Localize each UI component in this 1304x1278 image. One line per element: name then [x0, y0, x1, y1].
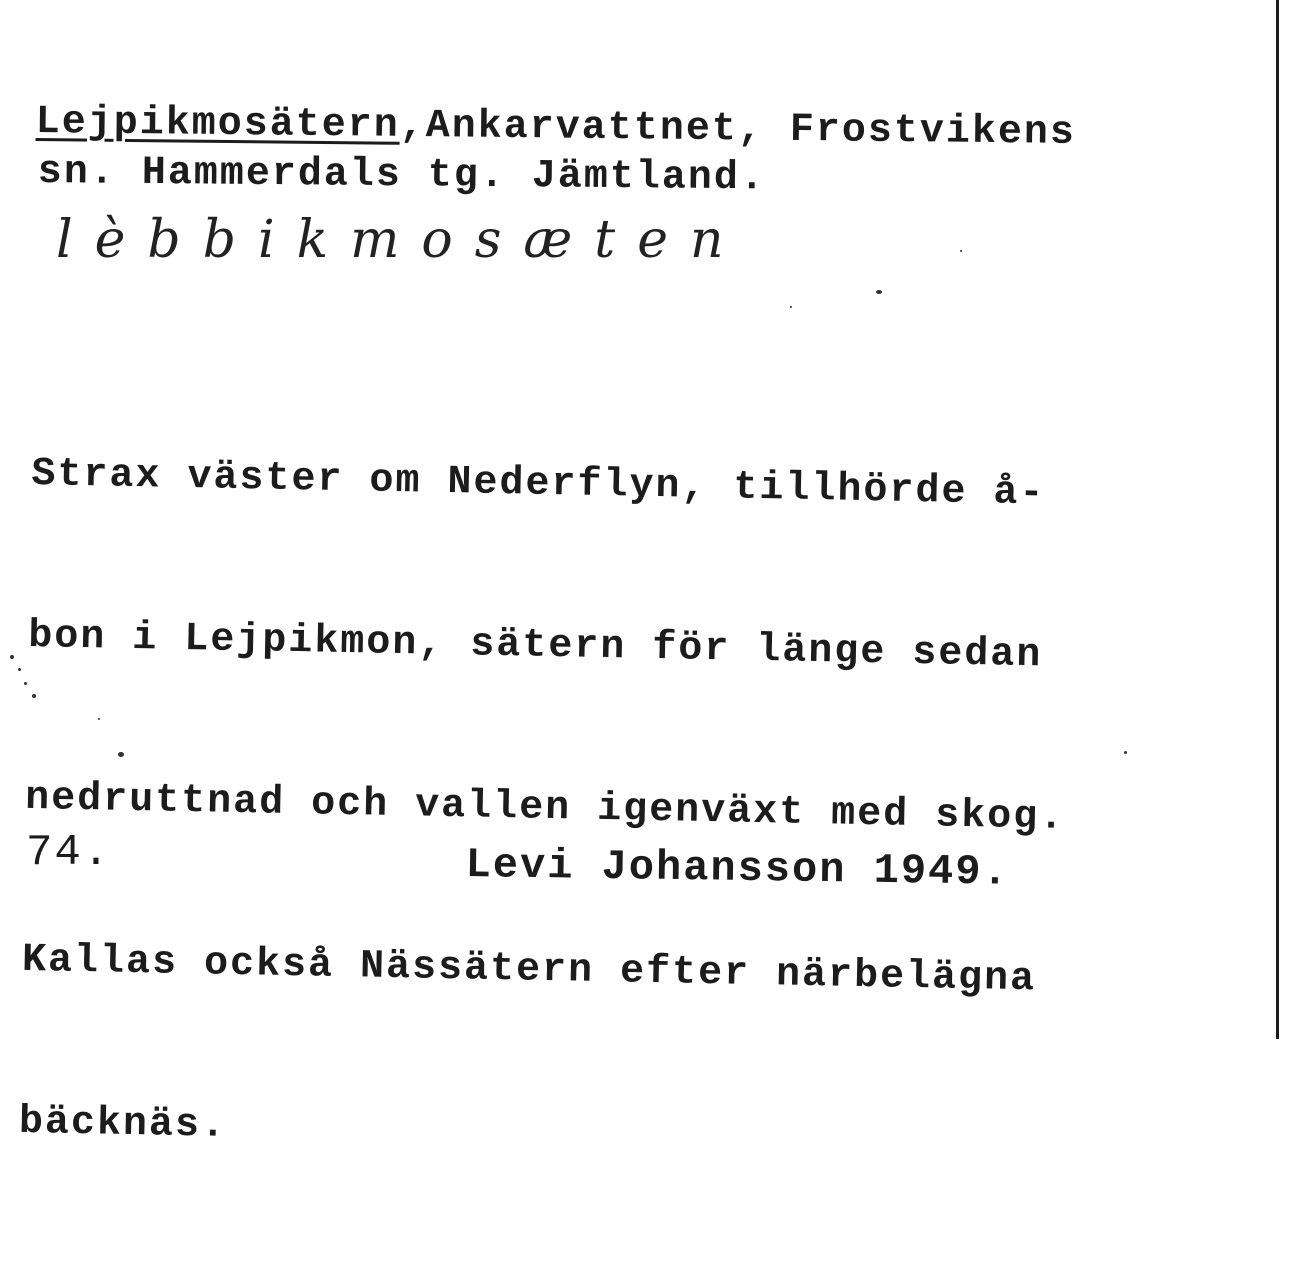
ink-speck — [98, 718, 100, 720]
ink-speck — [790, 306, 792, 308]
ink-speck — [24, 682, 27, 685]
ink-speck — [118, 752, 124, 757]
handwritten-pronunciation: lèbbikmosæten — [56, 210, 746, 270]
card-edge-line — [1276, 0, 1279, 1039]
author-signature: Levi Johansson 1949. — [465, 840, 1010, 897]
ink-speck — [18, 668, 21, 671]
ink-speck — [960, 250, 962, 252]
ink-speck — [32, 694, 36, 698]
heading-line-2: sn. Hammerdals tg. Jämtland. — [37, 149, 767, 202]
body-line: bäcknäs. — [18, 1099, 228, 1149]
body-line: Strax väster om Nederflyn, tillhörde å- — [30, 451, 1046, 517]
body-line: bon i Lejpikmon, sätern för länge sedan — [27, 613, 1043, 679]
ink-speck — [1124, 751, 1127, 754]
card-number: 74. — [26, 828, 112, 878]
heading-location: ,Ankarvattnet, Frostvikens — [399, 103, 1077, 156]
body-line: nedruttnad och vallen igenväxt med skog. — [24, 775, 1066, 841]
place-name: Lejpikmosätern — [35, 99, 401, 149]
ink-speck — [10, 655, 14, 659]
body-line: Kallas också Nässätern efter närbelägna — [21, 937, 1037, 1003]
ink-speck — [876, 290, 882, 294]
card-body-text — [16, 340, 1074, 1278]
